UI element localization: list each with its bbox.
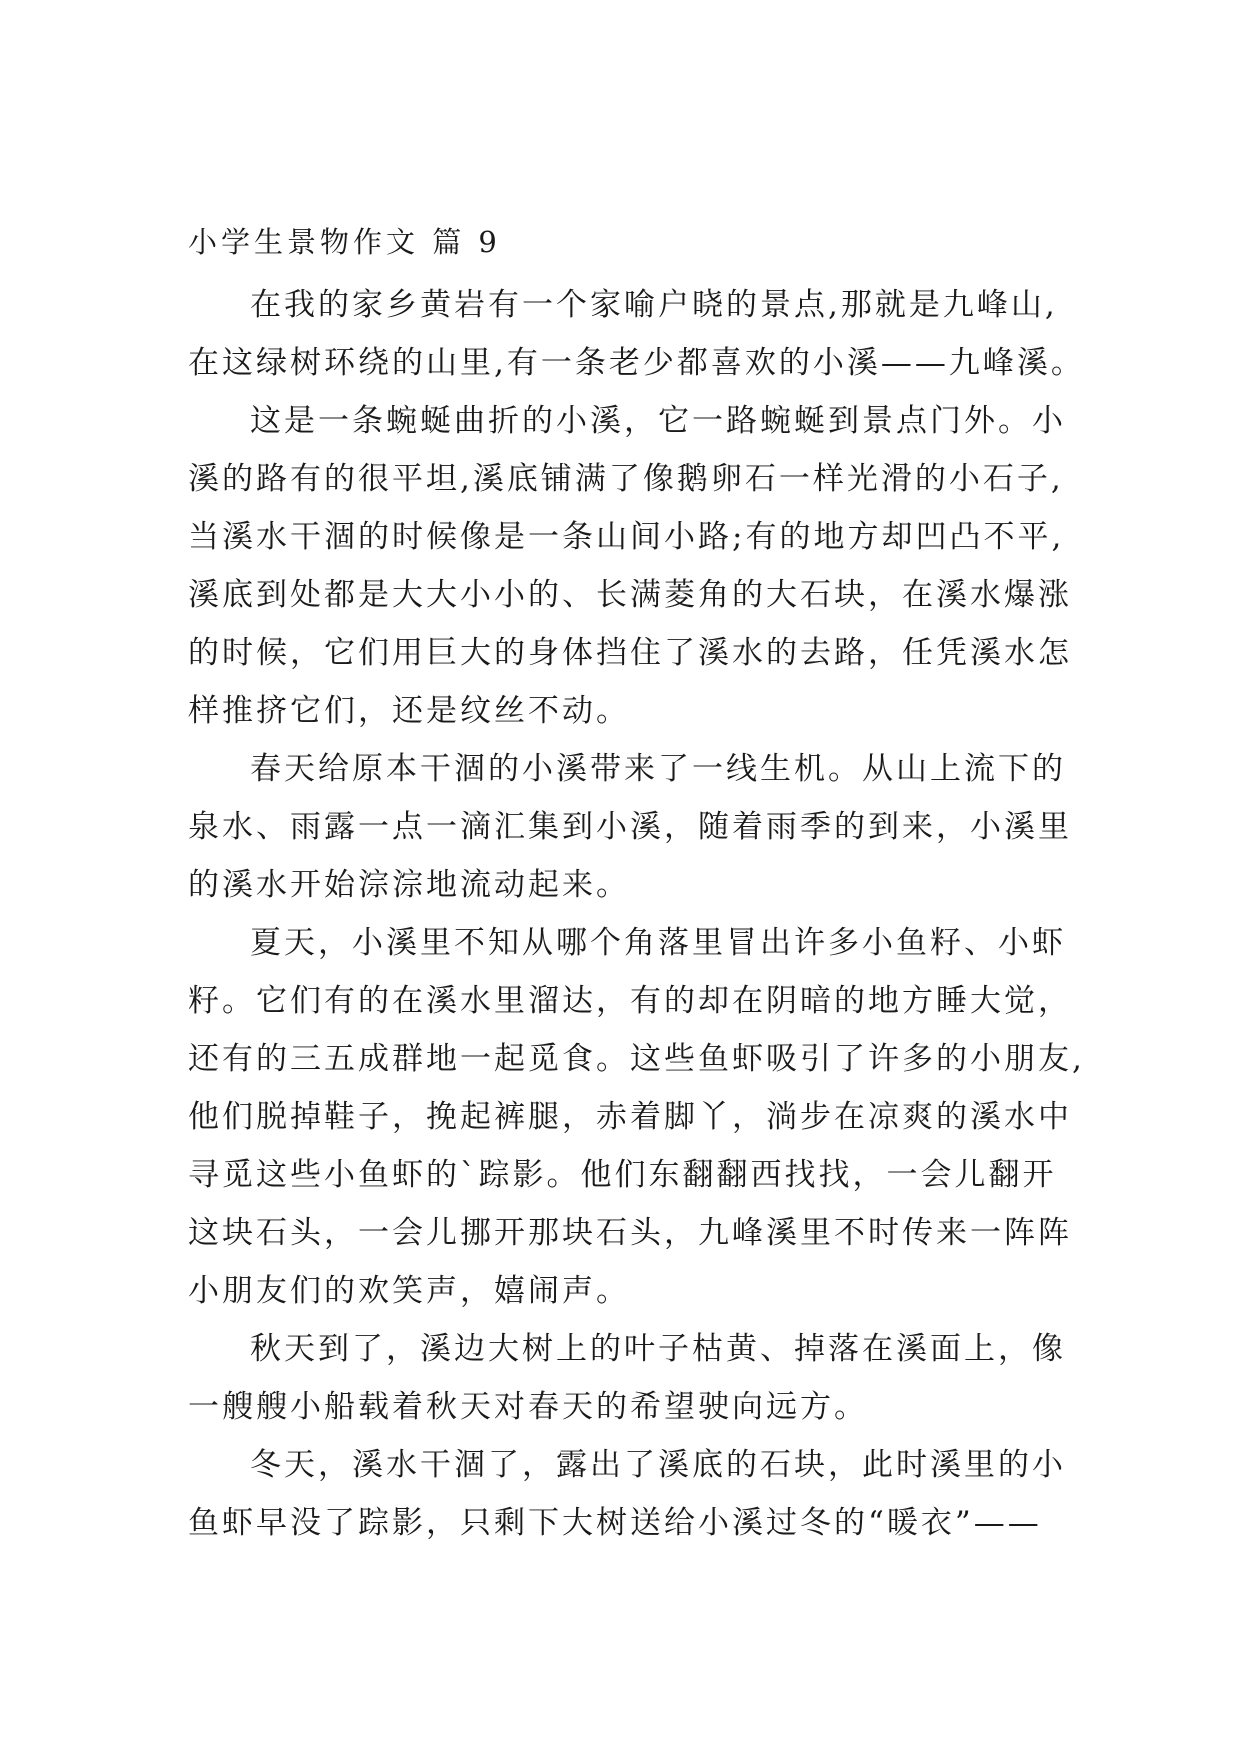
text-line: 泉水、雨露一点一滴汇集到小溪，随着雨季的到来，小溪里 xyxy=(188,809,1072,845)
text-line: 寻觅这些小鱼虾的`踪影。他们东翻翻西找找，一会儿翻开 xyxy=(188,1157,1057,1193)
text-line: 溪底到处都是大大小小的、长满菱角的大石块，在溪水爆涨 xyxy=(188,577,1072,613)
text-line: 的溪水开始淙淙地流动起来。 xyxy=(188,867,630,903)
text-line: 鱼虾早没了踪影，只剩下大树送给小溪过冬的“暖衣”—— xyxy=(188,1505,1042,1541)
text-line: 小朋友们的欢笑声，嬉闹声。 xyxy=(188,1273,630,1309)
text-line: 春天给原本干涸的小溪带来了一线生机。从山上流下的 xyxy=(250,751,1066,787)
text-line: 还有的三五成群地一起觅食。这些鱼虾吸引了许多的小朋友, xyxy=(188,1041,1085,1077)
text-line: 一艘艘小船载着秋天对春天的希望驶向远方。 xyxy=(188,1389,868,1425)
text-line: 籽。它们有的在溪水里溜达，有的却在阴暗的地方睡大觉， xyxy=(188,983,1072,1019)
text-line: 在这绿树环绕的山里,有一条老少都喜欢的小溪——九峰溪。 xyxy=(188,345,1085,381)
text-line: 这块石头，一会儿挪开那块石头，九峰溪里不时传来一阵阵 xyxy=(188,1215,1072,1251)
text-line: 的时候，它们用巨大的身体挡住了溪水的去路，任凭溪水怎 xyxy=(188,635,1072,671)
text-line: 当溪水干涸的时候像是一条山间小路;有的地方却凹凸不平, xyxy=(188,519,1065,555)
text-line: 溪的路有的很平坦,溪底铺满了像鹅卵石一样光滑的小石子, xyxy=(188,461,1064,497)
essay-body xyxy=(188,276,1085,1552)
text-line: 秋天到了，溪边大树上的叶子枯黄、掉落在溪面上，像 xyxy=(250,1331,1066,1367)
text-line: 夏天，小溪里不知从哪个角落里冒出许多小鱼籽、小虾 xyxy=(250,925,1066,961)
text-line: 样推挤它们，还是纹丝不动。 xyxy=(188,693,630,729)
text-line: 冬天，溪水干涸了，露出了溪底的石块，此时溪里的小 xyxy=(250,1447,1066,1483)
text-line: 这是一条蜿蜒曲折的小溪，它一路蜿蜒到景点门外。小 xyxy=(250,403,1066,439)
text-line: 在我的家乡黄岩有一个家喻户晓的景点,那就是九峰山, xyxy=(250,287,1058,323)
essay-title: 小学生景物作文 篇 9 xyxy=(188,225,501,259)
text-line: 他们脱掉鞋子，挽起裤腿，赤着脚丫，淌步在凉爽的溪水中 xyxy=(188,1099,1072,1135)
